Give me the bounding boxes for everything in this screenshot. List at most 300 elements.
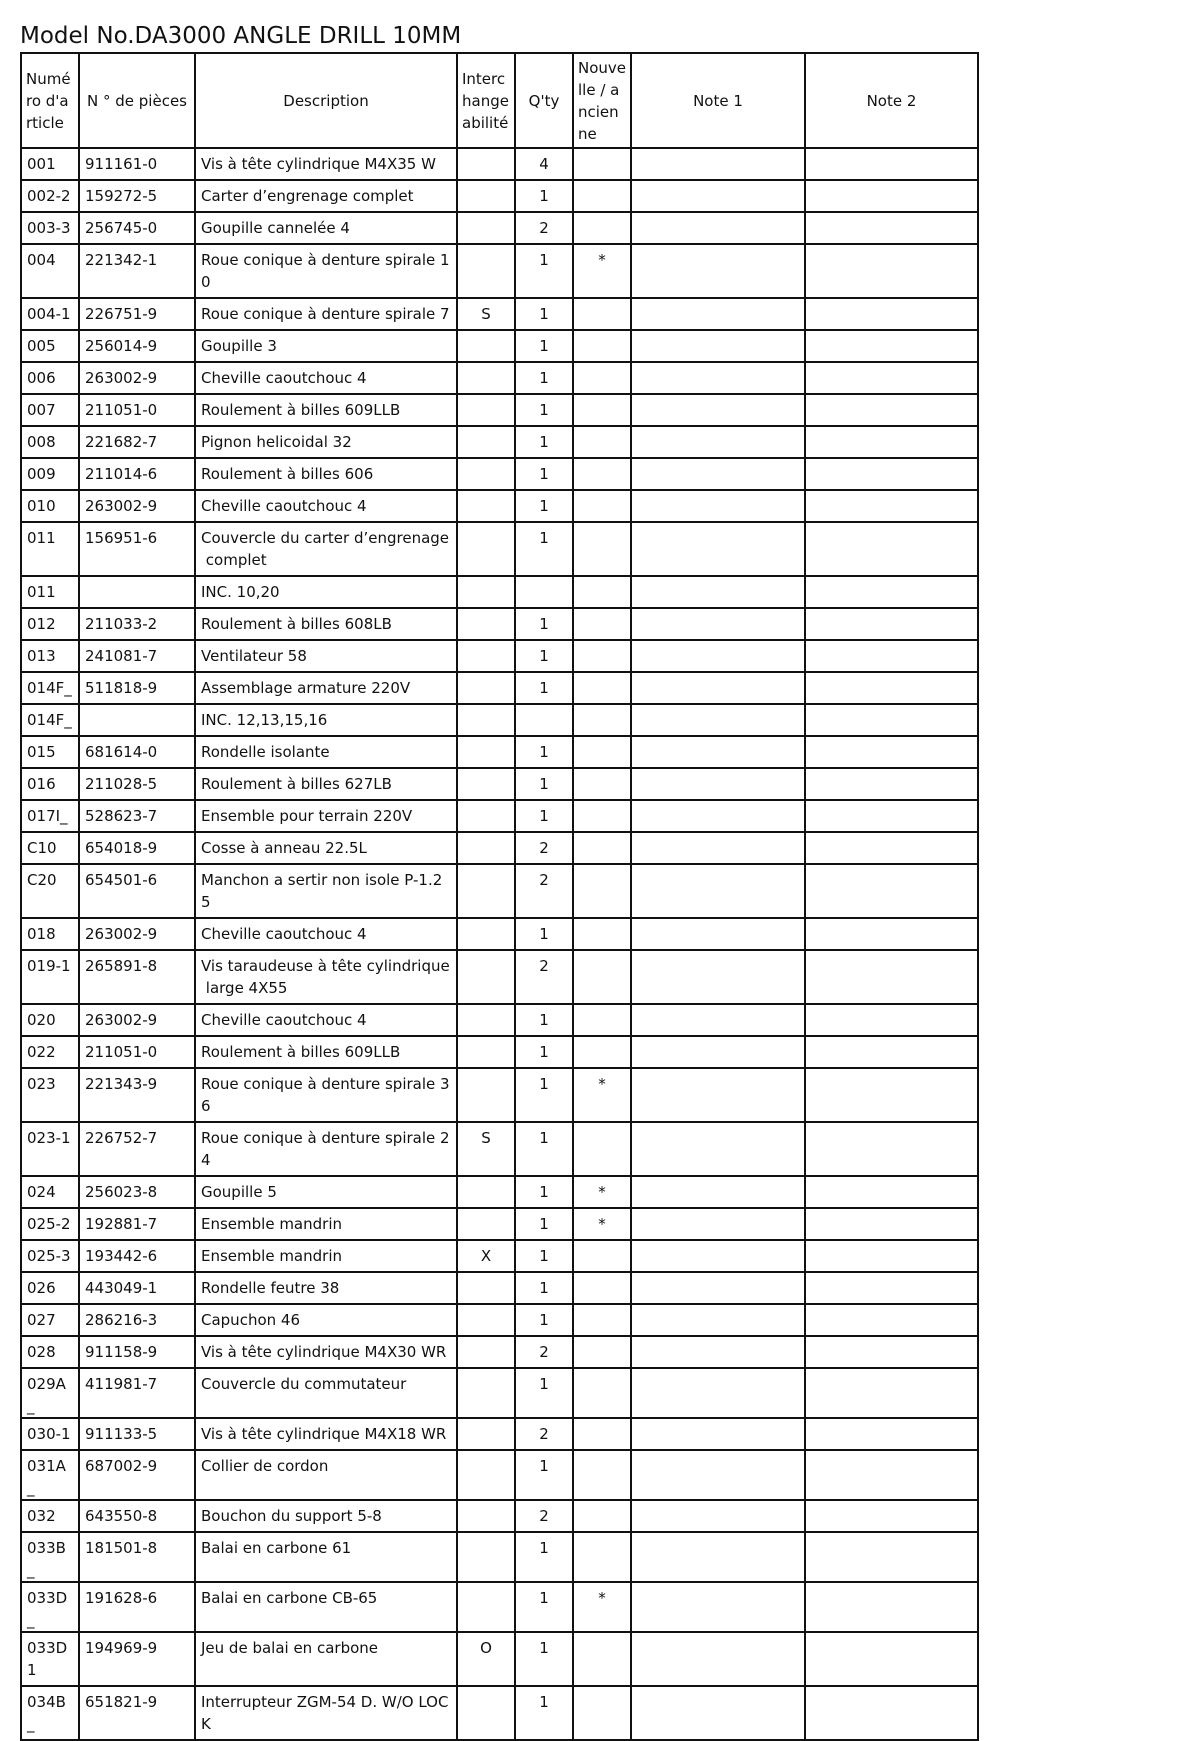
- cell-part-number: 256745-0: [79, 212, 195, 244]
- cell-quantity: 1: [515, 1240, 573, 1272]
- cell-note-1: [631, 394, 805, 426]
- table-row: [21, 1500, 978, 1532]
- cell-note-2: [805, 832, 978, 864]
- cell-interchangeability: [457, 736, 515, 768]
- cell-quantity: 2: [515, 832, 573, 864]
- cell-new-old: [573, 672, 631, 704]
- cell-note-1: [631, 148, 805, 180]
- cell-note-1: [631, 1418, 805, 1450]
- cell-description: Assemblage armature 220V: [195, 672, 457, 704]
- cell-note-2: [805, 608, 978, 640]
- cell-note-1: [631, 1336, 805, 1368]
- cell-note-2: [805, 490, 978, 522]
- cell-note-1: [631, 864, 805, 918]
- cell-new-old: [573, 1240, 631, 1272]
- cell-interchangeability: [457, 640, 515, 672]
- cell-quantity: 1: [515, 1632, 573, 1686]
- cell-note-1: [631, 1272, 805, 1304]
- cell-new-old: [573, 394, 631, 426]
- cell-part-number: 191628-6: [79, 1582, 195, 1632]
- cell-note-2: [805, 1176, 978, 1208]
- cell-part-number: 411981-7: [79, 1368, 195, 1418]
- cell-interchangeability: [457, 148, 515, 180]
- cell-part-number: [79, 576, 195, 608]
- cell-item-number: 033D1: [21, 1632, 79, 1686]
- cell-note-1: [631, 1240, 805, 1272]
- table-row: [21, 458, 978, 490]
- cell-part-number: 241081-7: [79, 640, 195, 672]
- cell-new-old: [573, 1336, 631, 1368]
- cell-new-old: *: [573, 244, 631, 298]
- cell-new-old: [573, 330, 631, 362]
- cell-part-number: 263002-9: [79, 918, 195, 950]
- cell-description: Rondelle isolante: [195, 736, 457, 768]
- cell-note-2: [805, 426, 978, 458]
- cell-description: Vis taraudeuse à tête cylindrique large 4X55: [195, 950, 457, 1004]
- cell-note-2: [805, 1272, 978, 1304]
- cell-item-number: 004-1: [21, 298, 79, 330]
- cell-part-number: 221342-1: [79, 244, 195, 298]
- cell-quantity: 1: [515, 1582, 573, 1632]
- header-interchangeability: Interchangeabilité: [457, 53, 515, 148]
- cell-interchangeability: [457, 1450, 515, 1500]
- cell-new-old: [573, 640, 631, 672]
- cell-item-number: 033D_: [21, 1582, 79, 1632]
- cell-quantity: 2: [515, 950, 573, 1004]
- cell-description: Roulement à billes 609LLB: [195, 1036, 457, 1068]
- cell-new-old: [573, 576, 631, 608]
- cell-new-old: [573, 768, 631, 800]
- cell-new-old: [573, 1368, 631, 1418]
- cell-item-number: 010: [21, 490, 79, 522]
- cell-description: Ensemble pour terrain 220V: [195, 800, 457, 832]
- cell-description: Jeu de balai en carbone: [195, 1632, 457, 1686]
- cell-note-1: [631, 458, 805, 490]
- cell-new-old: [573, 1500, 631, 1532]
- cell-item-number: 034B_: [21, 1686, 79, 1740]
- cell-description: Roulement à billes 608LB: [195, 608, 457, 640]
- cell-description: Goupille cannelée 4: [195, 212, 457, 244]
- cell-quantity: 1: [515, 768, 573, 800]
- table-row: [21, 608, 978, 640]
- cell-new-old: [573, 1418, 631, 1450]
- cell-quantity: 1: [515, 918, 573, 950]
- table-row: [21, 1632, 978, 1686]
- cell-item-number: 013: [21, 640, 79, 672]
- cell-item-number: 009: [21, 458, 79, 490]
- cell-quantity: 1: [515, 458, 573, 490]
- cell-part-number: 256014-9: [79, 330, 195, 362]
- cell-quantity: 1: [515, 1208, 573, 1240]
- cell-quantity: 1: [515, 426, 573, 458]
- cell-note-1: [631, 1632, 805, 1686]
- cell-item-number: 020: [21, 1004, 79, 1036]
- cell-note-1: [631, 1368, 805, 1418]
- cell-note-1: [631, 212, 805, 244]
- cell-item-number: 023-1: [21, 1122, 79, 1176]
- parts-table: [20, 52, 979, 1741]
- cell-description: Vis à tête cylindrique M4X30 WR: [195, 1336, 457, 1368]
- cell-new-old: [573, 1122, 631, 1176]
- cell-description: Capuchon 46: [195, 1304, 457, 1336]
- cell-note-2: [805, 244, 978, 298]
- cell-item-number: 016: [21, 768, 79, 800]
- cell-quantity: 2: [515, 1418, 573, 1450]
- cell-description: Cosse à anneau 22.5L: [195, 832, 457, 864]
- cell-note-1: [631, 244, 805, 298]
- table-row: [21, 1272, 978, 1304]
- cell-part-number: 654018-9: [79, 832, 195, 864]
- cell-new-old: [573, 1004, 631, 1036]
- cell-description: Roue conique à denture spirale 7: [195, 298, 457, 330]
- cell-interchangeability: [457, 704, 515, 736]
- cell-new-old: [573, 918, 631, 950]
- cell-note-2: [805, 522, 978, 576]
- cell-quantity: 4: [515, 148, 573, 180]
- cell-item-number: 019-1: [21, 950, 79, 1004]
- cell-new-old: [573, 298, 631, 330]
- cell-part-number: 681614-0: [79, 736, 195, 768]
- table-row: [21, 640, 978, 672]
- cell-note-2: [805, 768, 978, 800]
- cell-note-2: [805, 458, 978, 490]
- cell-note-2: [805, 330, 978, 362]
- table-row: [21, 490, 978, 522]
- cell-note-2: [805, 1208, 978, 1240]
- header-quantity: Q'ty: [515, 53, 573, 148]
- table-row: [21, 330, 978, 362]
- cell-interchangeability: [457, 458, 515, 490]
- cell-part-number: 911161-0: [79, 148, 195, 180]
- cell-new-old: [573, 800, 631, 832]
- table-row: [21, 1036, 978, 1068]
- cell-quantity: 1: [515, 672, 573, 704]
- cell-description: Roue conique à denture spirale 10: [195, 244, 457, 298]
- cell-quantity: 1: [515, 1068, 573, 1122]
- cell-note-1: [631, 1686, 805, 1740]
- cell-note-2: [805, 704, 978, 736]
- cell-quantity: 2: [515, 1500, 573, 1532]
- cell-new-old: *: [573, 1582, 631, 1632]
- cell-interchangeability: [457, 1208, 515, 1240]
- cell-note-2: [805, 800, 978, 832]
- cell-new-old: [573, 1272, 631, 1304]
- cell-part-number: 226752-7: [79, 1122, 195, 1176]
- table-row: [21, 244, 978, 298]
- cell-note-2: [805, 212, 978, 244]
- table-row: [21, 768, 978, 800]
- cell-note-2: [805, 180, 978, 212]
- cell-interchangeability: [457, 1368, 515, 1418]
- table-row: [21, 576, 978, 608]
- cell-item-number: 011: [21, 576, 79, 608]
- cell-interchangeability: S: [457, 1122, 515, 1176]
- cell-interchangeability: X: [457, 1240, 515, 1272]
- cell-part-number: 211014-6: [79, 458, 195, 490]
- cell-description: Vis à tête cylindrique M4X35 W: [195, 148, 457, 180]
- cell-interchangeability: [457, 576, 515, 608]
- cell-item-number: 003-3: [21, 212, 79, 244]
- cell-new-old: [573, 736, 631, 768]
- cell-new-old: [573, 950, 631, 1004]
- cell-description: Goupille 5: [195, 1176, 457, 1208]
- cell-description: INC. 12,13,15,16: [195, 704, 457, 736]
- cell-note-1: [631, 1176, 805, 1208]
- cell-interchangeability: [457, 672, 515, 704]
- cell-note-1: [631, 522, 805, 576]
- cell-part-number: 511818-9: [79, 672, 195, 704]
- cell-note-1: [631, 180, 805, 212]
- cell-item-number: 002-2: [21, 180, 79, 212]
- table-row: [21, 298, 978, 330]
- cell-note-2: [805, 1304, 978, 1336]
- cell-new-old: [573, 832, 631, 864]
- table-row: [21, 1068, 978, 1122]
- cell-interchangeability: [457, 1532, 515, 1582]
- cell-description: Balai en carbone 61: [195, 1532, 457, 1582]
- cell-interchangeability: [457, 1582, 515, 1632]
- cell-note-2: [805, 918, 978, 950]
- header-description: Description: [195, 53, 457, 148]
- cell-item-number: 011: [21, 522, 79, 576]
- table-row: [21, 212, 978, 244]
- cell-note-1: [631, 1068, 805, 1122]
- cell-quantity: 1: [515, 1304, 573, 1336]
- table-row: [21, 522, 978, 576]
- cell-part-number: 643550-8: [79, 1500, 195, 1532]
- parts-table-body: [21, 148, 978, 1740]
- cell-note-1: [631, 1450, 805, 1500]
- cell-quantity: 1: [515, 522, 573, 576]
- cell-quantity: 1: [515, 640, 573, 672]
- cell-note-2: [805, 864, 978, 918]
- cell-note-2: [805, 1036, 978, 1068]
- header-item-number: Numéro d'article: [21, 53, 79, 148]
- cell-part-number: 226751-9: [79, 298, 195, 330]
- cell-part-number: 221682-7: [79, 426, 195, 458]
- cell-note-1: [631, 426, 805, 458]
- table-row: [21, 1686, 978, 1740]
- cell-part-number: 651821-9: [79, 1686, 195, 1740]
- cell-interchangeability: [457, 608, 515, 640]
- cell-note-1: [631, 362, 805, 394]
- cell-part-number: 211051-0: [79, 394, 195, 426]
- cell-interchangeability: [457, 394, 515, 426]
- cell-description: Roue conique à denture spirale 36: [195, 1068, 457, 1122]
- cell-part-number: 263002-9: [79, 490, 195, 522]
- cell-interchangeability: S: [457, 298, 515, 330]
- cell-part-number: 156951-6: [79, 522, 195, 576]
- cell-note-2: [805, 576, 978, 608]
- cell-interchangeability: [457, 1004, 515, 1036]
- cell-note-1: [631, 950, 805, 1004]
- cell-part-number: 194969-9: [79, 1632, 195, 1686]
- cell-item-number: 014F_: [21, 672, 79, 704]
- cell-item-number: 025-2: [21, 1208, 79, 1240]
- cell-interchangeability: [457, 950, 515, 1004]
- cell-interchangeability: [457, 1418, 515, 1450]
- cell-item-number: 030-1: [21, 1418, 79, 1450]
- table-row: [21, 800, 978, 832]
- cell-part-number: 159272-5: [79, 180, 195, 212]
- table-row: [21, 864, 978, 918]
- cell-interchangeability: [457, 362, 515, 394]
- cell-note-2: [805, 950, 978, 1004]
- cell-note-2: [805, 1500, 978, 1532]
- cell-item-number: 022: [21, 1036, 79, 1068]
- cell-part-number: 528623-7: [79, 800, 195, 832]
- cell-interchangeability: [457, 244, 515, 298]
- cell-interchangeability: [457, 522, 515, 576]
- cell-description: Carter d’engrenage complet: [195, 180, 457, 212]
- cell-note-1: [631, 672, 805, 704]
- cell-part-number: 263002-9: [79, 362, 195, 394]
- cell-interchangeability: [457, 1036, 515, 1068]
- cell-interchangeability: [457, 1336, 515, 1368]
- cell-interchangeability: [457, 864, 515, 918]
- cell-new-old: [573, 212, 631, 244]
- cell-interchangeability: [457, 330, 515, 362]
- cell-part-number: 265891-8: [79, 950, 195, 1004]
- cell-part-number: 256023-8: [79, 1176, 195, 1208]
- cell-quantity: [515, 576, 573, 608]
- cell-note-1: [631, 1304, 805, 1336]
- cell-description: Couvercle du carter d’engrenage complet: [195, 522, 457, 576]
- cell-quantity: 1: [515, 490, 573, 522]
- cell-interchangeability: [457, 800, 515, 832]
- header-note-2: Note 2: [805, 53, 978, 148]
- cell-quantity: 1: [515, 394, 573, 426]
- cell-note-2: [805, 1336, 978, 1368]
- table-row: [21, 394, 978, 426]
- cell-interchangeability: [457, 212, 515, 244]
- cell-part-number: 192881-7: [79, 1208, 195, 1240]
- cell-note-1: [631, 1532, 805, 1582]
- table-row: [21, 950, 978, 1004]
- cell-item-number: 015: [21, 736, 79, 768]
- cell-description: Collier de cordon: [195, 1450, 457, 1500]
- cell-item-number: C10: [21, 832, 79, 864]
- cell-description: Cheville caoutchouc 4: [195, 362, 457, 394]
- cell-new-old: [573, 608, 631, 640]
- cell-note-2: [805, 1068, 978, 1122]
- cell-new-old: [573, 426, 631, 458]
- cell-quantity: 1: [515, 608, 573, 640]
- table-row: [21, 832, 978, 864]
- table-row: [21, 1176, 978, 1208]
- cell-part-number: 211028-5: [79, 768, 195, 800]
- cell-note-2: [805, 1004, 978, 1036]
- cell-new-old: [573, 1686, 631, 1740]
- cell-note-1: [631, 576, 805, 608]
- cell-new-old: [573, 148, 631, 180]
- cell-item-number: 012: [21, 608, 79, 640]
- table-row: [21, 1418, 978, 1450]
- cell-item-number: 028: [21, 1336, 79, 1368]
- cell-interchangeability: [457, 1272, 515, 1304]
- cell-description: Rondelle feutre 38: [195, 1272, 457, 1304]
- cell-interchangeability: [457, 1500, 515, 1532]
- cell-note-1: [631, 704, 805, 736]
- cell-quantity: 1: [515, 800, 573, 832]
- cell-quantity: 2: [515, 1336, 573, 1368]
- cell-quantity: 2: [515, 212, 573, 244]
- cell-note-1: [631, 330, 805, 362]
- cell-note-1: [631, 768, 805, 800]
- table-row: [21, 426, 978, 458]
- cell-item-number: 023: [21, 1068, 79, 1122]
- cell-item-number: 007: [21, 394, 79, 426]
- cell-note-1: [631, 736, 805, 768]
- cell-description: Couvercle du commutateur: [195, 1368, 457, 1418]
- cell-item-number: 005: [21, 330, 79, 362]
- cell-new-old: [573, 1036, 631, 1068]
- cell-item-number: 014F_: [21, 704, 79, 736]
- cell-item-number: 018: [21, 918, 79, 950]
- cell-quantity: 2: [515, 864, 573, 918]
- cell-note-2: [805, 1582, 978, 1632]
- table-row: [21, 672, 978, 704]
- cell-quantity: 1: [515, 1450, 573, 1500]
- cell-note-2: [805, 1240, 978, 1272]
- cell-quantity: 1: [515, 1004, 573, 1036]
- cell-description: Cheville caoutchouc 4: [195, 1004, 457, 1036]
- cell-interchangeability: [457, 1176, 515, 1208]
- cell-description: Roulement à billes 609LLB: [195, 394, 457, 426]
- cell-quantity: 1: [515, 362, 573, 394]
- table-row: [21, 1122, 978, 1176]
- cell-new-old: [573, 522, 631, 576]
- cell-interchangeability: [457, 426, 515, 458]
- cell-description: Bouchon du support 5-8: [195, 1500, 457, 1532]
- cell-description: Cheville caoutchouc 4: [195, 918, 457, 950]
- cell-item-number: C20: [21, 864, 79, 918]
- cell-note-2: [805, 736, 978, 768]
- cell-note-1: [631, 1208, 805, 1240]
- table-row: [21, 1240, 978, 1272]
- table-row: [21, 148, 978, 180]
- table-row: [21, 736, 978, 768]
- cell-part-number: 263002-9: [79, 1004, 195, 1036]
- table-row: [21, 1582, 978, 1632]
- cell-note-1: [631, 1004, 805, 1036]
- cell-note-1: [631, 608, 805, 640]
- cell-part-number: 654501-6: [79, 864, 195, 918]
- cell-item-number: 026: [21, 1272, 79, 1304]
- cell-note-2: [805, 1122, 978, 1176]
- cell-quantity: 1: [515, 1176, 573, 1208]
- header-row: [21, 53, 978, 148]
- cell-note-2: [805, 672, 978, 704]
- cell-new-old: [573, 180, 631, 212]
- cell-new-old: [573, 1632, 631, 1686]
- cell-item-number: 033B_: [21, 1532, 79, 1582]
- cell-note-1: [631, 298, 805, 330]
- cell-new-old: [573, 864, 631, 918]
- cell-note-2: [805, 362, 978, 394]
- cell-description: Manchon a sertir non isole P-1.25: [195, 864, 457, 918]
- cell-interchangeability: [457, 768, 515, 800]
- cell-interchangeability: O: [457, 1632, 515, 1686]
- table-row: [21, 918, 978, 950]
- cell-description: Vis à tête cylindrique M4X18 WR: [195, 1418, 457, 1450]
- table-row: [21, 362, 978, 394]
- cell-description: Roulement à billes 606: [195, 458, 457, 490]
- cell-part-number: 221343-9: [79, 1068, 195, 1122]
- cell-item-number: 025-3: [21, 1240, 79, 1272]
- cell-item-number: 001: [21, 148, 79, 180]
- cell-part-number: 211051-0: [79, 1036, 195, 1068]
